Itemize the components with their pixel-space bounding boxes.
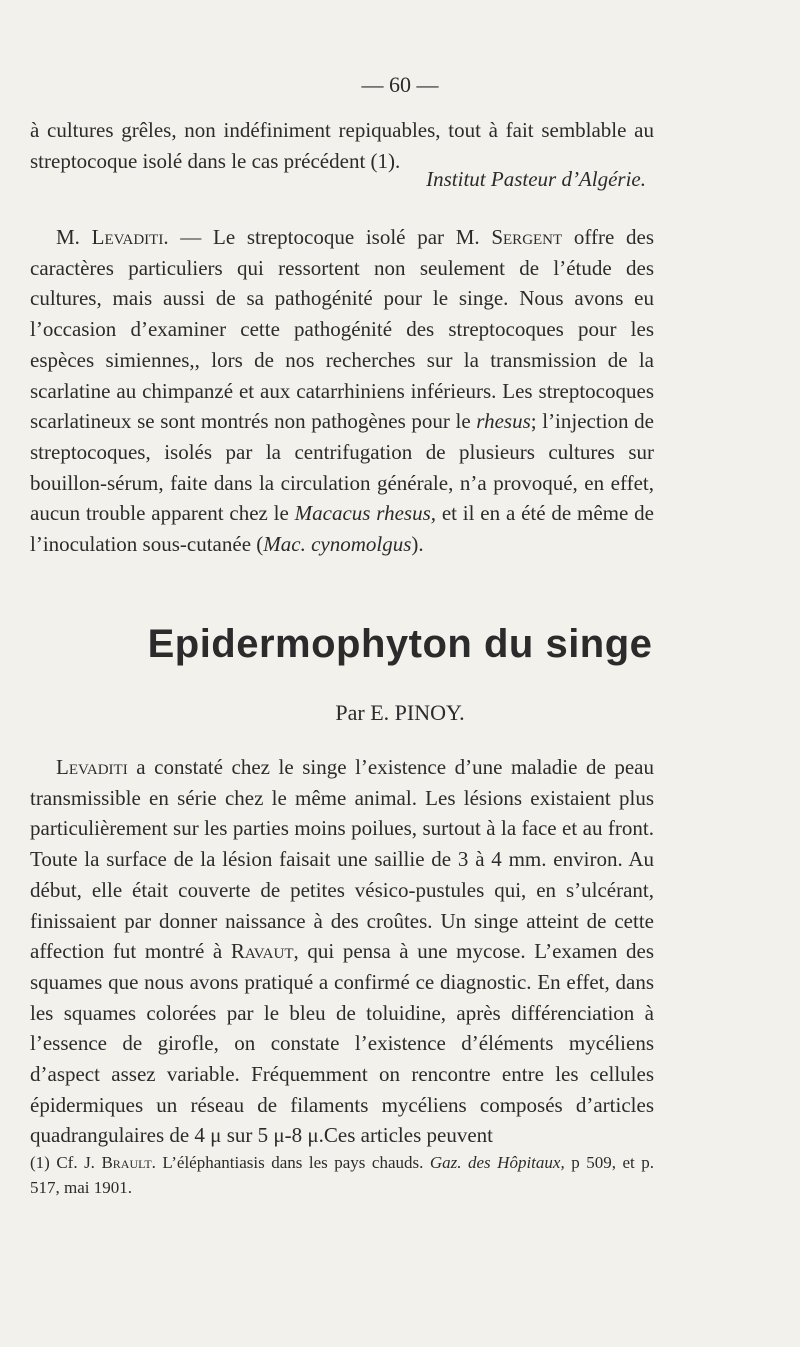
name-ravaut: Ravaut (230, 939, 294, 964)
text-run: (1) Cf. J. (30, 1153, 102, 1172)
species-macacus: Macacus rhesus, (294, 501, 436, 526)
text-run: ). (411, 532, 424, 557)
species-cynomolgus: Mac. cynomolgus (263, 532, 412, 557)
text-run: p 509, et p. 517, mai 1901. (30, 1153, 654, 1197)
text-run: . L’éléphantiasis dans les pays chauds. (151, 1153, 430, 1172)
journal-name: Gaz. des Hôpitaux, (429, 1153, 565, 1172)
continuation-text: à cultures grêles, non indéfiniment repiquables, tout à fait semblable au streptocoque isolé dans le cas précédent (1). (30, 118, 654, 173)
text-run: ; l’injection de streptocoques, isolés par la centrifugation de plusieurs cultures sur bouillon-sérum, faite dans la circulation générale, n’a provoqué, en effet, aucun trouble apparent chez le (30, 409, 654, 526)
text-run: offre des caractères particuliers qui ressortent non seulement de l’étude des cultures, mais aussi de sa pathogénité pour le singe. Nous avons eu l’occasion d’examiner cette pathogénité des streptocoques pour les espèces simiennes,, lors de nos recherches sur la transmission de la scarlatine au chimpanzé et aux catarrhiniens inférieurs. Les streptocoques scarlatineux se sont montrés non pathogènes pour le (30, 225, 655, 434)
name-levaditi: Levaditi (56, 755, 128, 779)
article-body (30, 752, 654, 1151)
body-paragraph (30, 752, 654, 1151)
article-title: Epidermophyton du singe (147, 622, 653, 666)
species-rhesus: rhesus (476, 409, 531, 434)
levaditi-comment (30, 222, 654, 560)
name-brault: Brault (101, 1153, 152, 1172)
name-sergent: Sergent (491, 225, 563, 249)
text-run: , qui pensa à une mycose. L’examen des squames que nous avons pratiqué a confirmé ce diagnostic. En effet, dans les squames colorées par le bleu de toluidine, après différenciation à l’essence de girofle, on constate l’existence d’éléments mycéliens d’aspect assez variable. Fréquemment on rencontre entre les cellules épidermiques un réseau de filaments mycéliens composés d’articles quadrangulaires de 4 μ sur 5 μ-8 μ.Ces articles peuvent (30, 939, 655, 1148)
footnote (30, 1150, 654, 1200)
article-author: Par E. PINOY. (335, 700, 465, 725)
text-run: a constaté chez le singe l’existence d’une maladie de peau transmissible en série chez le même animal. Les lésions existaient plus particulièrement sur les parties moins poilues, surtout à la face et au front. Toute la surface de la lésion faisait une saillie de 3 à 4 mm. environ. Au début, elle était couverte de petites vésico-pustules qui, en s’ulcérant, finissaient par donner naissance à des croûtes. Un singe atteint de cette affection fut montré à (30, 755, 654, 964)
institution-signature (30, 167, 654, 192)
page-number: — 60 — (361, 72, 439, 97)
footnote-text (30, 1150, 654, 1200)
speaker-name: M. Levaditi. (56, 225, 169, 249)
text-run: — Le streptocoque isolé par M. (168, 225, 492, 249)
signature-text: Institut Pasteur d’Algérie. (426, 167, 646, 191)
text-run: et il en a été de même de l’inoculation sous-cutanée ( (30, 501, 654, 557)
levaditi-paragraph (30, 222, 654, 560)
